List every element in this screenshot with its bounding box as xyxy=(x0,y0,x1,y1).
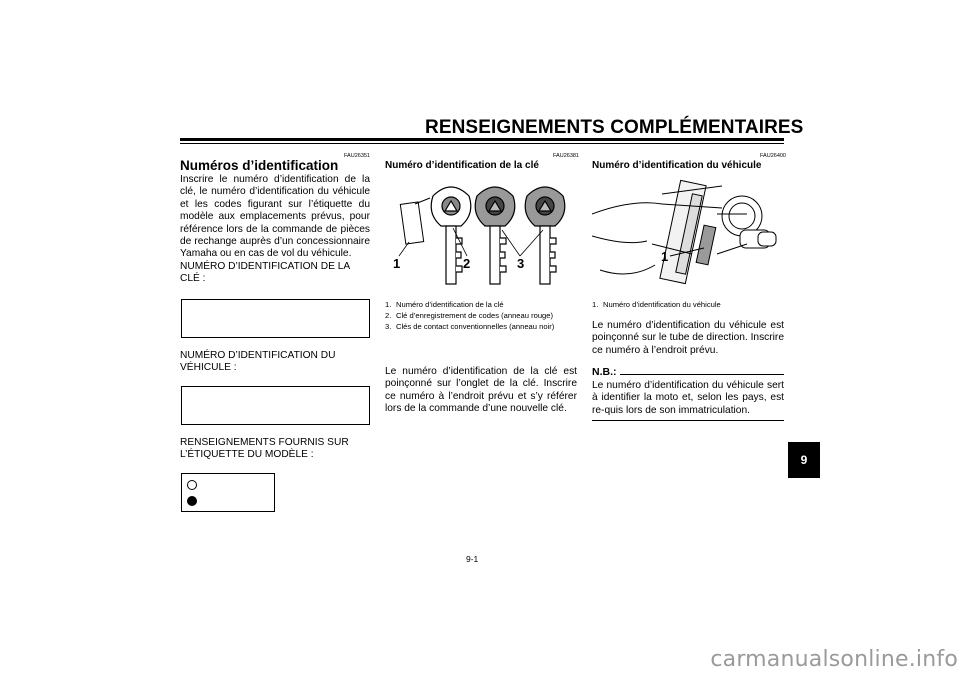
figure-caption-list xyxy=(385,300,577,334)
intro-paragraph: Inscrire le numéro d’identification de la clé, le numéro d’identification du véhicule et les codes figurant sur l’étiquette du modèle aux emplacements prévus, pour référence lors de la commande de pièces de rechange auprès d’un concessionnaire Yamaha ou en cas de vol du véhicule. xyxy=(180,174,370,260)
chapter-tab: 9 xyxy=(788,442,820,478)
model-label-entry-box xyxy=(181,473,275,512)
model-label-info-label: RENSEIGNEMENTS FOURNIS SUR L’ÉTIQUETTE DU MODÈLE : xyxy=(180,437,349,461)
caption-item: 1. Numéro d’identification de la clé xyxy=(385,300,504,309)
filled-circle-icon xyxy=(187,496,197,506)
steering-head-illustration xyxy=(592,174,784,296)
section-code: FAU26351 xyxy=(344,153,370,159)
callout-2: 2 xyxy=(463,256,471,271)
standard-key xyxy=(475,187,515,284)
section-heading: Numéro d’identification de la clé xyxy=(385,160,539,171)
figure-caption: 1. Numéro d’identification du véhicule xyxy=(592,300,721,309)
callout-1: 1 xyxy=(393,256,401,271)
vehicle-paragraph: Le numéro d’identification du véhicule est poinçonné sur le tube de direction. Inscrire ce numéro à l’endroit prévu. xyxy=(592,320,784,356)
note-text: Le numéro d’identification du véhicule sert à identifier la moto et, selon les pays, est re-quis lors de son immatriculation. xyxy=(592,380,784,416)
note-bottom-rule xyxy=(592,420,784,421)
watermark: carmanualsonline.info xyxy=(710,647,958,672)
section-code: FAU26400 xyxy=(760,153,786,159)
key-number-tag xyxy=(400,198,430,244)
header-rule-thick xyxy=(180,138,784,141)
section-code: FAU26381 xyxy=(553,153,579,159)
page-number: 9-1 xyxy=(466,554,479,564)
note-label: N.B.: xyxy=(592,366,617,378)
vehicle-number-entry-box xyxy=(181,386,370,425)
key-number-entry-box xyxy=(181,299,370,338)
section-heading: Numéro d’identification du véhicule xyxy=(592,160,762,171)
keys-illustration xyxy=(385,178,580,288)
section-heading: Numéros d’identification xyxy=(180,158,339,173)
page-title: RENSEIGNEMENTS COMPLÉMENTAIRES xyxy=(425,117,804,138)
open-circle-icon xyxy=(187,480,197,490)
vehicle-number-label: NUMÉRO D’IDENTIFICATION DU VÉHICULE : xyxy=(180,350,336,374)
key-paragraph: Le numéro d’identification de la clé est poinçonné sur l’onglet de la clé. Inscrire ce numéro à l’endroit prévu et s’y référer lors de la commande d’une nouvelle clé. xyxy=(385,366,577,415)
note-header xyxy=(592,366,784,378)
caption-item: 3. Clés de contact conventionnelles (anneau noir) xyxy=(385,322,555,332)
note-rule xyxy=(620,374,785,375)
header-rule-thin xyxy=(180,143,784,144)
standard-key xyxy=(525,187,565,284)
callout-3: 3 xyxy=(517,256,525,271)
key-number-label: NUMÉRO D’IDENTIFICATION DE LA CLÉ : xyxy=(180,261,351,285)
caption-item: 2. Clé d’enregistrement de codes (anneau rouge) xyxy=(385,311,554,321)
callout-1: 1 xyxy=(661,249,669,264)
